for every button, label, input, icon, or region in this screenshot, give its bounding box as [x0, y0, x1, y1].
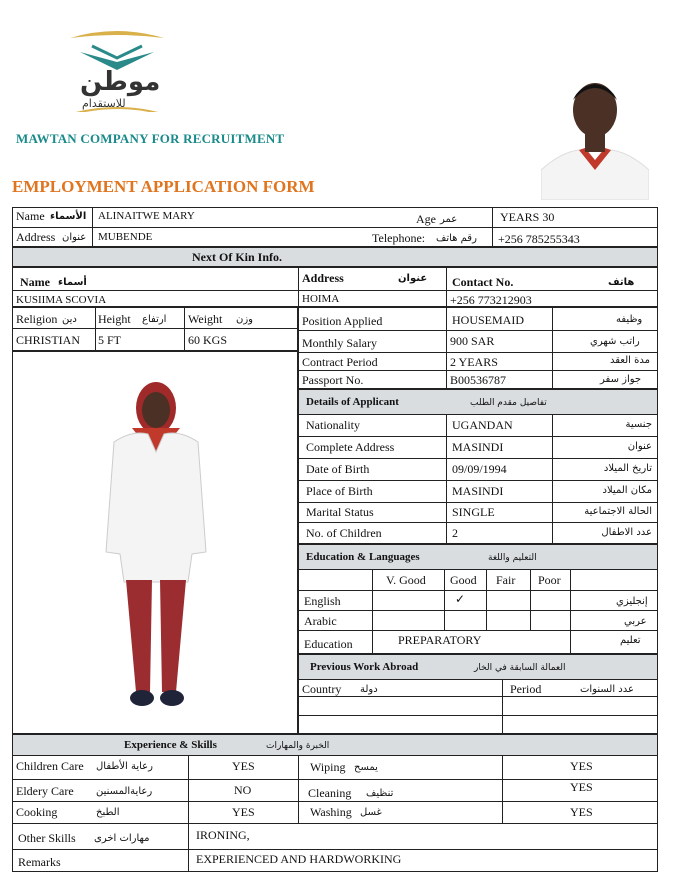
education-value: PREPARATORY [398, 633, 482, 647]
col-vgood: V. Good [386, 573, 426, 587]
company-name: MAWTAN COMPANY FOR RECRUITMENT [16, 131, 285, 146]
kin-contact-value: +256 773212903 [450, 293, 532, 307]
detail-label-ar: تاريخ الميلاد [603, 463, 652, 474]
detail-value: 2 [452, 526, 458, 540]
eldery-care-label-ar: رعايةالمسنين [96, 786, 153, 797]
next-of-kin-header [12, 247, 658, 267]
kin-address-label: Address [302, 271, 344, 285]
cooking-value: YES [232, 805, 255, 819]
age-value: YEARS 30 [500, 210, 555, 224]
details-title-ar: تفاصيل مقدم الطلب [470, 398, 547, 408]
detail-label: Marital Status [306, 505, 374, 519]
logo-subtext: للاستقدام [82, 97, 126, 110]
religion-label-ar: دين [62, 314, 77, 325]
address-label-ar: عنوان [62, 232, 87, 243]
religion-value: CHRISTIAN [16, 333, 81, 347]
height-value: 5 FT [98, 333, 122, 347]
detail-value: SINGLE [452, 505, 495, 519]
children-care-label: Children Care [16, 759, 84, 773]
cleaning-label-ar: تنظيف [366, 788, 394, 799]
detail-label-ar: جنسية [625, 419, 652, 430]
washing-label: Washing [310, 805, 352, 819]
english-label: English [304, 594, 341, 608]
name-value: ALINAITWE MARY [98, 210, 195, 222]
detail-label: No. of Children [306, 526, 382, 540]
detail-label: Date of Birth [306, 462, 370, 476]
country-label: Country [302, 682, 342, 696]
religion-label: Religion [16, 312, 58, 326]
arabic-label-ar: عربي [624, 616, 647, 627]
weight-label-ar: وزن [236, 314, 254, 325]
kin-address-label-ar: عنوان [398, 273, 428, 284]
detail-value: UGANDAN [452, 418, 513, 432]
skills-title: Experience & Skills [124, 739, 217, 751]
col-fair: Fair [496, 573, 516, 587]
col-poor: Poor [538, 573, 561, 587]
weight-value: 60 KGS [188, 333, 228, 347]
other-skills-label: Other Skills [18, 831, 76, 845]
salary-label: Monthly Salary [302, 336, 377, 350]
cleaning-label: Cleaning [308, 786, 352, 800]
other-skills-label-ar: مهارات اخرى [94, 833, 150, 844]
skills-title-ar: الخبرة والمهارات [266, 741, 330, 751]
washing-value: YES [570, 805, 593, 819]
detail-label-ar: مكان الميلاد [602, 485, 652, 496]
eldery-care-label: Eldery Care [16, 784, 74, 798]
passport-label-ar: جواز سفر [600, 374, 642, 385]
period-label-ar: عدد السنوات [580, 684, 634, 695]
cooking-label-ar: الطبخ [96, 807, 120, 818]
kin-name-label-ar: أسماء [58, 277, 87, 288]
detail-label-ar: عدد الاطفال [601, 527, 652, 538]
address-label: Address [16, 230, 56, 244]
telephone-label: Telephone: [372, 231, 426, 245]
detail-label: Place of Birth [306, 484, 373, 498]
detail-value: MASINDI [452, 484, 504, 498]
contract-label: Contract Period [302, 355, 378, 369]
detail-label-ar: عنوان [627, 441, 652, 452]
age-label-ar: عمر [440, 214, 458, 225]
kin-contact-label-ar: هاتف [608, 277, 635, 288]
company-logo [52, 22, 182, 112]
weight-label: Weight [188, 312, 223, 326]
applicant-full-photo [92, 372, 220, 712]
children-care-label-ar: رعاية الأطفال [96, 761, 153, 772]
english-label-ar: إنجليزي [616, 596, 648, 607]
education-label: Education [304, 637, 353, 651]
kin-contact-label: Contact No. [452, 275, 514, 289]
name-label-ar: الأسماء [50, 211, 87, 222]
detail-value: MASINDI [452, 440, 504, 454]
applicant-headshot [541, 70, 649, 200]
position-label: Position Applied [302, 314, 383, 328]
position-label-ar: وظيفه [616, 314, 643, 325]
logo-text: موطن [80, 67, 161, 97]
kin-name-value: KUSIIMA SCOVIA [16, 294, 107, 306]
name-label: Name [16, 209, 45, 223]
remarks-label: Remarks [18, 855, 61, 869]
detail-value: 09/09/1994 [452, 462, 507, 476]
english-mark: ✓ [455, 592, 466, 606]
period-label: Period [510, 682, 542, 696]
education-title: Education & Languages [306, 551, 420, 563]
col-good: Good [450, 573, 477, 587]
kin-name-label: Name [20, 275, 50, 289]
cooking-label: Cooking [16, 805, 58, 819]
contract-label-ar: مدة العقد [610, 355, 650, 366]
telephone-value: +256 785255343 [498, 232, 580, 246]
salary-value: 900 SAR [450, 334, 495, 348]
position-value: HOUSEMAID [452, 313, 524, 327]
wiping-value: YES [570, 759, 593, 773]
age-label: Age [416, 212, 436, 226]
detail-label: Complete Address [306, 440, 395, 454]
arabic-label: Arabic [304, 614, 337, 628]
remarks-value: EXPERIENCED AND HARDWORKING [196, 852, 402, 866]
children-care-value: YES [232, 759, 255, 773]
work-abroad-title: Previous Work Abroad [310, 661, 419, 673]
next-of-kin-title: Next Of Kin Info. [192, 250, 282, 264]
height-label-ar: ارتفاع [142, 314, 167, 325]
details-title: Details of Applicant [306, 396, 399, 408]
eldery-care-value: NO [234, 783, 252, 797]
contract-value: 2 YEARS [450, 355, 498, 369]
detail-label: Nationality [306, 418, 360, 432]
country-label-ar: دولة [360, 684, 378, 695]
education-label-ar: تعليم [620, 635, 641, 646]
other-skills-value: IRONING, [196, 828, 250, 842]
address-value: MUBENDE [98, 231, 153, 243]
work-abroad-title-ar: العمالة السابقة في الخار [474, 663, 566, 673]
wiping-label: Wiping [310, 760, 346, 774]
form-title: EMPLOYMENT APPLICATION FORM [12, 177, 315, 196]
cleaning-value: YES [570, 780, 593, 794]
kin-address-value: HOIMA [302, 293, 340, 305]
height-label: Height [98, 312, 131, 326]
education-title-ar: التعليم واللغة [488, 553, 537, 563]
telephone-label-ar: رقم هاتف [436, 233, 477, 244]
passport-value: B00536787 [450, 373, 507, 387]
detail-label-ar: الحالة الاجتماعية [584, 506, 652, 517]
salary-label-ar: راتب شهري [590, 336, 640, 347]
washing-label-ar: غسل [360, 807, 382, 818]
wiping-label-ar: يمسح [354, 762, 378, 773]
passport-label: Passport No. [302, 373, 364, 387]
